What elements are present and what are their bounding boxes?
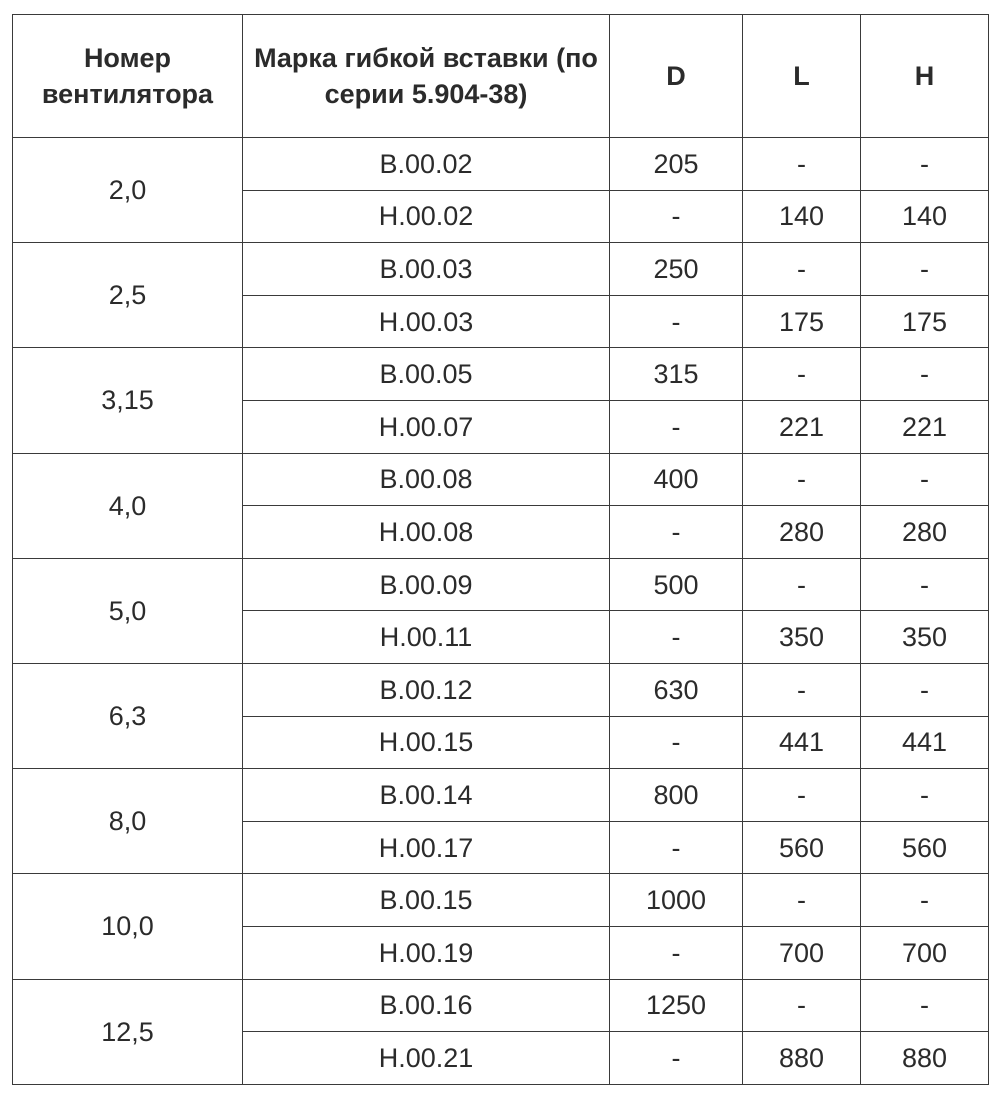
h-cell: 175 (861, 295, 989, 348)
header-fan-number: Номер вентилятора (13, 15, 243, 138)
d-cell: - (610, 716, 743, 769)
h-cell: 140 (861, 190, 989, 243)
l-cell: 350 (743, 611, 861, 664)
l-cell: 560 (743, 821, 861, 874)
h-cell: - (861, 138, 989, 191)
d-cell: 800 (610, 769, 743, 822)
insert-mark-cell: Н.00.19 (243, 926, 610, 979)
h-cell: - (861, 243, 989, 296)
l-cell: 700 (743, 926, 861, 979)
d-cell: 250 (610, 243, 743, 296)
h-cell: 350 (861, 611, 989, 664)
table-row (13, 663, 989, 716)
insert-mark-cell: Н.00.07 (243, 400, 610, 453)
l-cell: - (743, 979, 861, 1032)
insert-mark-cell: В.00.05 (243, 348, 610, 401)
d-cell: 315 (610, 348, 743, 401)
insert-mark-cell: Н.00.15 (243, 716, 610, 769)
d-cell: - (610, 821, 743, 874)
h-cell: - (861, 663, 989, 716)
l-cell: - (743, 874, 861, 927)
h-cell: 700 (861, 926, 989, 979)
insert-mark-cell: В.00.15 (243, 874, 610, 927)
fan-number-cell: 12,5 (13, 979, 243, 1084)
l-cell: 280 (743, 506, 861, 559)
h-cell: - (861, 453, 989, 506)
d-cell: - (610, 926, 743, 979)
h-cell: - (861, 874, 989, 927)
l-cell: - (743, 138, 861, 191)
insert-mark-cell: В.00.09 (243, 558, 610, 611)
table-row (13, 874, 989, 927)
h-cell: 441 (861, 716, 989, 769)
insert-mark-cell: Н.00.08 (243, 506, 610, 559)
l-cell: - (743, 663, 861, 716)
l-cell: 175 (743, 295, 861, 348)
l-cell: 441 (743, 716, 861, 769)
insert-mark-cell: Н.00.21 (243, 1032, 610, 1085)
insert-mark-cell: В.00.12 (243, 663, 610, 716)
l-cell: 140 (743, 190, 861, 243)
l-cell: - (743, 769, 861, 822)
h-cell: - (861, 769, 989, 822)
h-cell: 880 (861, 1032, 989, 1085)
header-insert-mark: Марка гибкой вставки (по серии 5.904-38) (243, 15, 610, 138)
d-cell: - (610, 400, 743, 453)
h-cell: - (861, 558, 989, 611)
insert-mark-cell: В.00.03 (243, 243, 610, 296)
header-l: L (743, 15, 861, 138)
l-cell: - (743, 558, 861, 611)
table-row (13, 558, 989, 611)
d-cell: - (610, 611, 743, 664)
d-cell: 1000 (610, 874, 743, 927)
header-row (13, 15, 989, 138)
table-row (13, 243, 989, 296)
fan-insert-table (12, 14, 989, 1085)
l-cell: - (743, 243, 861, 296)
insert-mark-cell: В.00.08 (243, 453, 610, 506)
insert-mark-cell: Н.00.03 (243, 295, 610, 348)
d-cell: 205 (610, 138, 743, 191)
table-header (13, 15, 989, 138)
h-cell: - (861, 348, 989, 401)
fan-number-cell: 6,3 (13, 663, 243, 768)
l-cell: 880 (743, 1032, 861, 1085)
insert-mark-cell: В.00.16 (243, 979, 610, 1032)
fan-number-cell: 4,0 (13, 453, 243, 558)
insert-mark-cell: В.00.02 (243, 138, 610, 191)
fan-number-cell: 3,15 (13, 348, 243, 453)
table-body (13, 138, 989, 1085)
fan-number-cell: 2,5 (13, 243, 243, 348)
insert-mark-cell: Н.00.02 (243, 190, 610, 243)
h-cell: 221 (861, 400, 989, 453)
header-h: H (861, 15, 989, 138)
d-cell: 630 (610, 663, 743, 716)
table-row (13, 453, 989, 506)
d-cell: 1250 (610, 979, 743, 1032)
table-row (13, 979, 989, 1032)
h-cell: - (861, 979, 989, 1032)
fan-number-cell: 10,0 (13, 874, 243, 979)
insert-mark-cell: Н.00.11 (243, 611, 610, 664)
d-cell: 500 (610, 558, 743, 611)
table-row (13, 769, 989, 822)
l-cell: - (743, 453, 861, 506)
header-d: D (610, 15, 743, 138)
fan-number-cell: 2,0 (13, 138, 243, 243)
fan-number-cell: 8,0 (13, 769, 243, 874)
d-cell: 400 (610, 453, 743, 506)
table-row (13, 348, 989, 401)
l-cell: - (743, 348, 861, 401)
d-cell: - (610, 506, 743, 559)
d-cell: - (610, 190, 743, 243)
fan-number-cell: 5,0 (13, 558, 243, 663)
table-row (13, 138, 989, 191)
insert-mark-cell: Н.00.17 (243, 821, 610, 874)
h-cell: 280 (861, 506, 989, 559)
h-cell: 560 (861, 821, 989, 874)
insert-mark-cell: В.00.14 (243, 769, 610, 822)
l-cell: 221 (743, 400, 861, 453)
d-cell: - (610, 295, 743, 348)
d-cell: - (610, 1032, 743, 1085)
